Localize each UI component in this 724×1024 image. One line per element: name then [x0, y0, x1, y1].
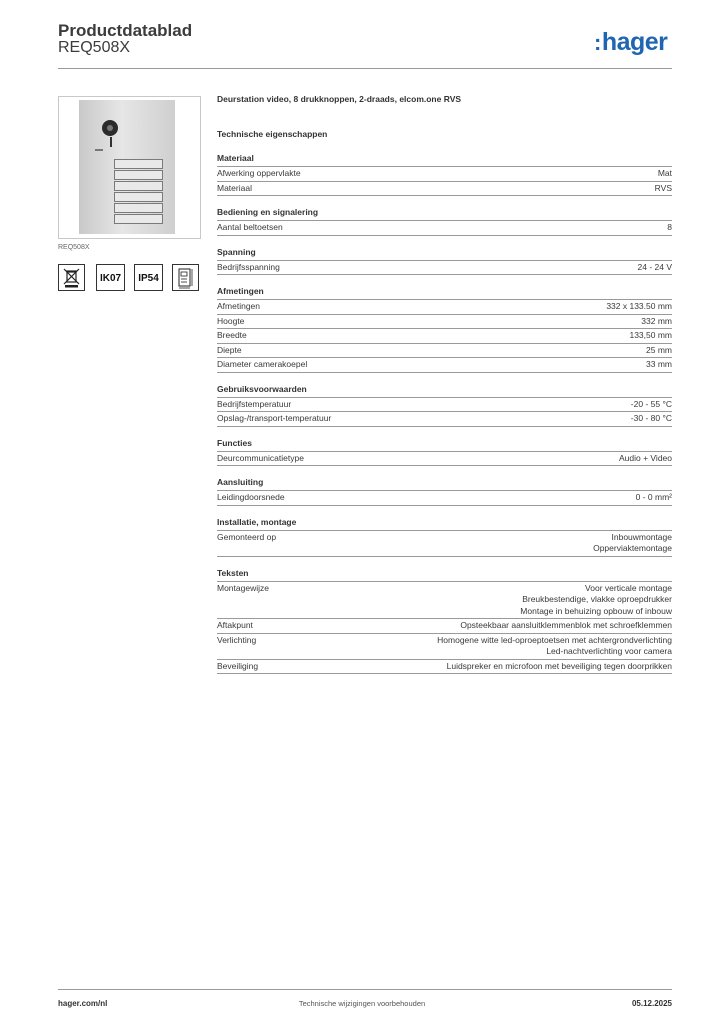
spec-label: Afmetingen — [217, 301, 260, 311]
pushbutton — [114, 159, 163, 169]
spec-row — [217, 221, 672, 236]
spec-value-line: Luidspreker en microfoon met beveiliging tegen doorprikken — [446, 660, 672, 671]
pushbutton — [114, 214, 163, 224]
section-heading: Materiaal — [217, 153, 672, 167]
spec-value — [257, 330, 672, 342]
spec-value-line: 0 - 0 mm² — [635, 492, 672, 502]
spec-label: Aftakpunt — [217, 620, 253, 630]
spec-value-line: Opsteekbaar aansluitklemmenblok met schroefklemmen — [460, 620, 672, 630]
spec-section — [217, 517, 672, 557]
product-image — [58, 96, 201, 239]
spec-section — [217, 568, 672, 675]
weee-icon — [58, 264, 85, 291]
spec-row — [217, 329, 672, 344]
spec-row — [217, 531, 672, 557]
ip-rating-badge: IP54 — [134, 264, 163, 291]
product-description: Deurstation video, 8 drukknoppen, 2-draads, elcom.one RVS — [217, 94, 462, 104]
spec-row — [217, 261, 672, 276]
spec-label: Gemonteerd op — [217, 531, 277, 542]
spec-label: Verlichting — [217, 634, 257, 645]
spec-value-line: Mat — [657, 168, 672, 178]
spec-section — [217, 384, 672, 427]
spec-value-line: 24 - 24 V — [637, 261, 672, 272]
spec-row — [217, 398, 672, 413]
speaker-grille — [110, 137, 112, 147]
spec-value — [286, 532, 672, 555]
hager-logo — [594, 28, 667, 57]
spec-value-line: RVS — [654, 182, 672, 193]
product-code: REQ508X — [58, 39, 131, 56]
spec-value — [341, 413, 672, 425]
spec-row — [217, 167, 672, 182]
door-station-panel — [79, 100, 175, 234]
footer-notice: Technische wijzigingen voorbehouden — [298, 999, 426, 1008]
spec-value — [314, 453, 672, 465]
name-label — [95, 149, 103, 151]
spec-row — [217, 619, 672, 634]
section-heading: Functies — [217, 438, 672, 452]
spec-value-line: 33 mm — [646, 359, 672, 369]
spec-section — [217, 207, 672, 236]
spec-row — [217, 344, 672, 359]
logo-text: hager — [601, 28, 668, 56]
section-heading: Installatie, montage — [217, 517, 672, 531]
spec-label: Aantal beltoetsen — [217, 222, 283, 232]
spec-row — [217, 452, 672, 467]
doc-title: Productdatablad — [58, 21, 193, 40]
spec-label: Materiaal — [217, 182, 252, 193]
spec-label: Breedte — [217, 330, 247, 340]
spec-label: Bedrijfsspanning — [217, 261, 280, 272]
spec-value-line: Montage in behuizing opbouw of inbouw — [520, 605, 672, 616]
spec-value-line: Inbouwmontage — [611, 531, 672, 542]
spec-value — [254, 316, 672, 328]
spec-value-line: Led-nachtverlichting voor camera — [546, 646, 672, 656]
spec-row — [217, 300, 672, 315]
spec-row — [217, 315, 672, 330]
pushbutton — [114, 181, 163, 191]
spec-value-line: 133,50 mm — [629, 330, 672, 340]
spec-section — [217, 286, 672, 373]
spec-value-line: Homogene witte led-oproeptoetsen met achtergrondverlichting — [437, 634, 672, 645]
header-divider — [58, 68, 672, 69]
footer-divider — [58, 989, 672, 990]
spec-value — [266, 635, 672, 658]
pushbutton — [114, 192, 163, 202]
spec-row — [217, 582, 672, 620]
spec-value — [290, 262, 672, 274]
spec-section — [217, 438, 672, 467]
spec-row — [217, 491, 672, 506]
spec-label: Afwerking oppervlakte — [217, 168, 301, 178]
spec-value-line: -20 - 55 °C — [630, 398, 672, 409]
spec-row — [217, 412, 672, 427]
spec-label: Leidingdoorsnede — [217, 492, 285, 502]
tech-properties-title: Technische eigenschappen — [217, 129, 328, 139]
spec-value — [263, 620, 672, 632]
pushbutton — [114, 203, 163, 213]
spec-value — [270, 301, 672, 313]
dimension-drawing-icon — [172, 264, 199, 291]
spec-value-line: Opperviaktemontage — [593, 543, 672, 553]
spec-value-line: Breukbestendige, vlakke oproepdrukker — [522, 594, 672, 604]
spec-row — [217, 634, 672, 660]
spec-label: Diameter camerakoepel — [217, 359, 308, 369]
footer-date: 05.12.2025 — [631, 999, 672, 1008]
spec-label: Deurcommunicatietype — [217, 452, 304, 463]
section-heading: Bediening en signalering — [217, 207, 672, 221]
image-caption: REQ508X — [58, 244, 90, 251]
ik-rating-badge: IK07 — [96, 264, 125, 291]
spec-row — [217, 660, 672, 675]
spec-value — [279, 583, 672, 618]
section-heading: Aansluiting — [217, 477, 672, 491]
spec-section — [217, 247, 672, 276]
spec-label: Beveiliging — [217, 660, 259, 671]
section-heading: Afmetingen — [217, 286, 672, 300]
spec-label: Opslag-/transport-temperatuur — [217, 413, 332, 423]
section-heading: Teksten — [217, 568, 672, 582]
spec-row — [217, 358, 672, 373]
pushbutton — [114, 170, 163, 180]
spec-section — [217, 477, 672, 506]
spec-label: Bedrijfstemperatuur — [217, 398, 292, 409]
spec-value — [317, 359, 672, 371]
spec-value — [301, 399, 672, 411]
section-heading: Spanning — [217, 247, 672, 261]
spec-label: Montagewijze — [217, 582, 269, 593]
section-heading: Gebruiksvoorwaarden — [217, 384, 672, 398]
spec-value — [295, 492, 672, 504]
spec-value-line: 332 mm — [641, 315, 672, 326]
spec-value-line: Voor verticale montage — [585, 582, 672, 593]
spec-value-line: 8 — [667, 222, 672, 232]
spec-value — [262, 183, 672, 195]
spec-value — [311, 168, 672, 180]
spec-value — [252, 345, 672, 357]
spec-label: Hoogte — [217, 315, 245, 326]
spec-sections — [217, 153, 672, 674]
camera-icon — [102, 120, 118, 136]
logo-colon: : — [594, 30, 601, 55]
spec-value-line: 332 x 133.50 mm — [606, 301, 672, 311]
spec-section — [217, 153, 672, 196]
spec-content — [217, 94, 672, 685]
spec-row — [217, 182, 672, 197]
spec-value-line: 25 mm — [646, 344, 672, 355]
spec-label: Diepte — [217, 344, 242, 355]
spec-value-line: -30 - 80 °C — [630, 413, 672, 423]
footer-website-link[interactable]: hager.com/nl — [58, 999, 108, 1008]
spec-value-line: Audio + Video — [618, 452, 672, 463]
spec-value — [268, 661, 672, 673]
spec-value — [293, 222, 672, 234]
